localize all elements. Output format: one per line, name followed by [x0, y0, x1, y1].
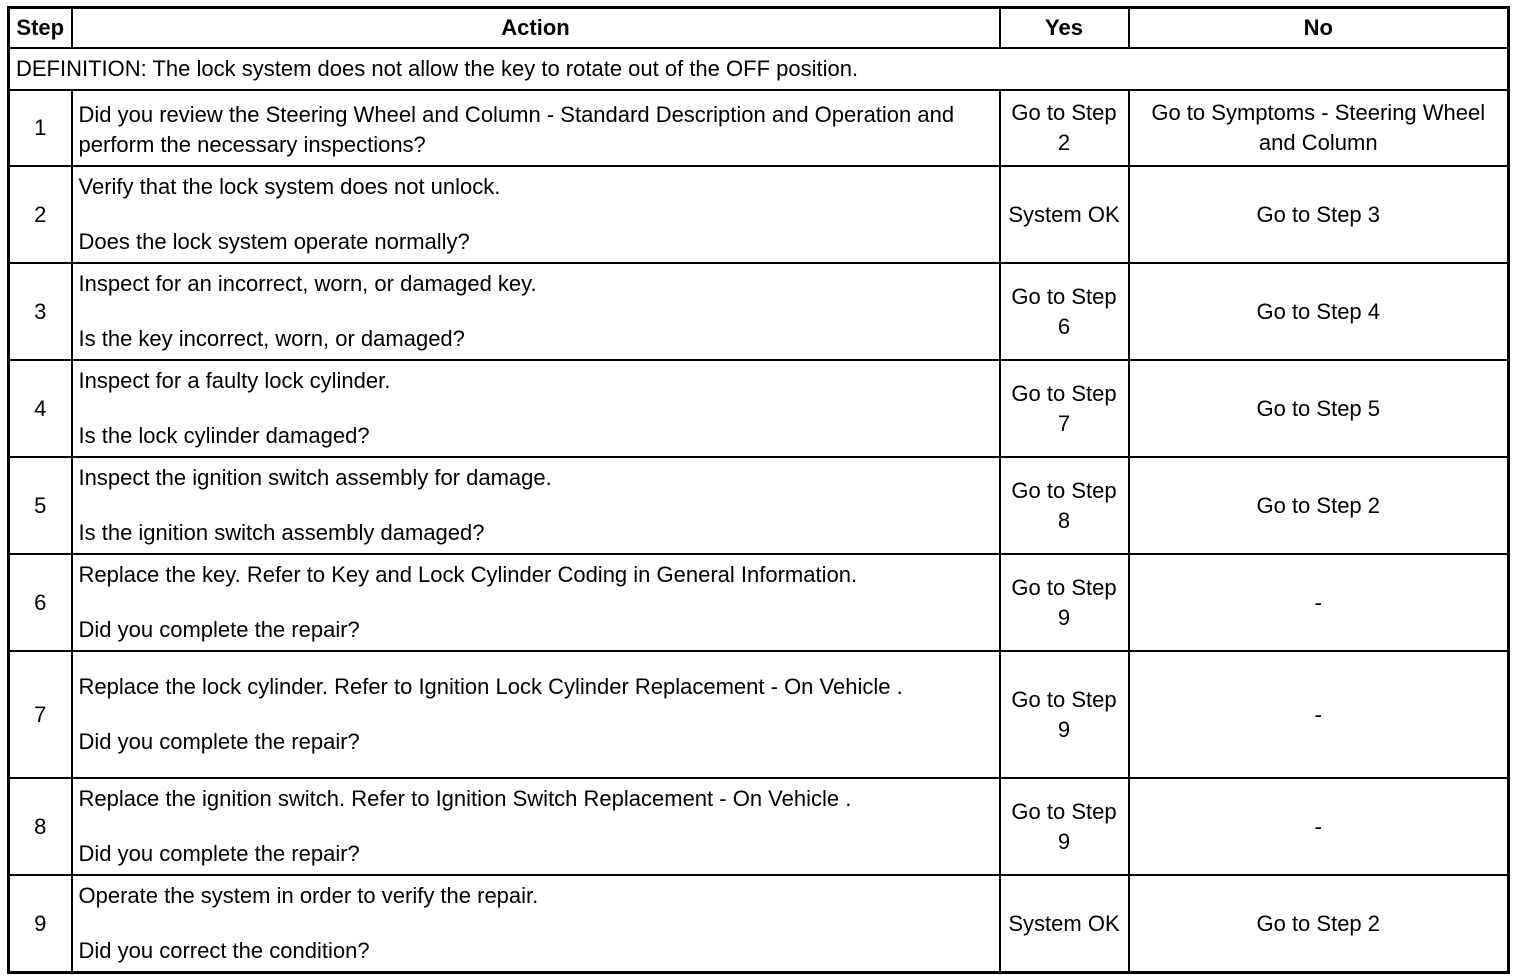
- no-cell: Go to Step 2: [1129, 457, 1509, 554]
- definition-row: [9, 48, 1509, 90]
- action-text: Replace the lock cylinder. Refer to Ignition Lock Cylinder Replacement - On Vehicle .: [78, 674, 903, 699]
- yes-cell: Go to Step 9: [1000, 651, 1129, 778]
- yes-cell: System OK: [1000, 166, 1129, 263]
- no-cell: -: [1129, 554, 1509, 651]
- action-text: Replace the key. Refer to Key and Lock Cylinder Coding in General Information.: [78, 562, 858, 587]
- action-cell: [72, 166, 1000, 263]
- step-number: 7: [9, 651, 72, 778]
- no-cell: Go to Step 5: [1129, 360, 1509, 457]
- step-number: 4: [9, 360, 72, 457]
- step-number: 2: [9, 166, 72, 263]
- action-question: Is the lock cylinder damaged?: [78, 423, 370, 448]
- table-row-step-6: [9, 554, 1509, 651]
- yes-cell: Go to Step 6: [1000, 263, 1129, 360]
- yes-cell: Go to Step 8: [1000, 457, 1129, 554]
- step-number: 1: [9, 90, 72, 166]
- header-step: Step: [9, 8, 72, 49]
- action-cell: [72, 360, 1000, 457]
- table-row-step-7: [9, 651, 1509, 778]
- table-row-step-8: [9, 778, 1509, 875]
- action-question: Is the key incorrect, worn, or damaged?: [78, 326, 465, 351]
- step-number: 8: [9, 778, 72, 875]
- yes-cell: Go to Step 9: [1000, 554, 1129, 651]
- no-cell: Go to Step 3: [1129, 166, 1509, 263]
- action-text: Replace the ignition switch. Refer to Ignition Switch Replacement - On Vehicle .: [78, 786, 852, 811]
- action-text: Verify that the lock system does not unlock.: [78, 174, 501, 199]
- action-text: Inspect the ignition switch assembly for damage.: [78, 465, 552, 490]
- step-number: 5: [9, 457, 72, 554]
- table-row-step-1: [9, 90, 1509, 166]
- header-yes: Yes: [1000, 8, 1129, 49]
- table-row-step-5: [9, 457, 1509, 554]
- yes-cell: Go to Step 7: [1000, 360, 1129, 457]
- diagnostic-table-container: [7, 6, 1510, 974]
- action-cell: [72, 778, 1000, 875]
- diagnostic-table: [7, 6, 1510, 974]
- table-row-step-3: [9, 263, 1509, 360]
- action-cell: [72, 263, 1000, 360]
- no-cell: -: [1129, 778, 1509, 875]
- yes-cell: System OK: [1000, 875, 1129, 973]
- action-question: Did you complete the repair?: [78, 729, 360, 754]
- action-question: Does the lock system operate normally?: [78, 229, 470, 254]
- action-text: Inspect for an incorrect, worn, or damaged key.: [78, 271, 537, 296]
- action-question: Did you complete the repair?: [78, 841, 360, 866]
- table-row-step-9: [9, 875, 1509, 973]
- no-cell: Go to Symptoms - Steering Wheel and Column: [1129, 90, 1509, 166]
- action-question: Did you correct the condition?: [78, 938, 370, 963]
- no-cell: Go to Step 4: [1129, 263, 1509, 360]
- yes-cell: Go to Step 2: [1000, 90, 1129, 166]
- header-no: No: [1129, 8, 1509, 49]
- step-number: 3: [9, 263, 72, 360]
- step-number: 9: [9, 875, 72, 973]
- action-cell: [72, 457, 1000, 554]
- step-number: 6: [9, 554, 72, 651]
- header-row: [9, 8, 1509, 49]
- no-cell: Go to Step 2: [1129, 875, 1509, 973]
- action-question: Did you complete the repair?: [78, 617, 360, 642]
- definition-text: DEFINITION: The lock system does not allow the key to rotate out of the OFF position.: [9, 48, 1509, 90]
- action-text: Did you review the Steering Wheel and Column - Standard Description and Operation and perform the necessary inspections?: [78, 102, 955, 157]
- header-action: Action: [72, 8, 1000, 49]
- action-text: Inspect for a faulty lock cylinder.: [78, 368, 391, 393]
- yes-cell: Go to Step 9: [1000, 778, 1129, 875]
- no-cell: -: [1129, 651, 1509, 778]
- action-question: Is the ignition switch assembly damaged?: [78, 520, 485, 545]
- table-row-step-2: [9, 166, 1509, 263]
- action-cell: [72, 651, 1000, 778]
- action-cell: [72, 875, 1000, 973]
- table-row-step-4: [9, 360, 1509, 457]
- action-text: Operate the system in order to verify the repair.: [78, 883, 539, 908]
- action-cell: [72, 554, 1000, 651]
- action-cell: [72, 90, 1000, 166]
